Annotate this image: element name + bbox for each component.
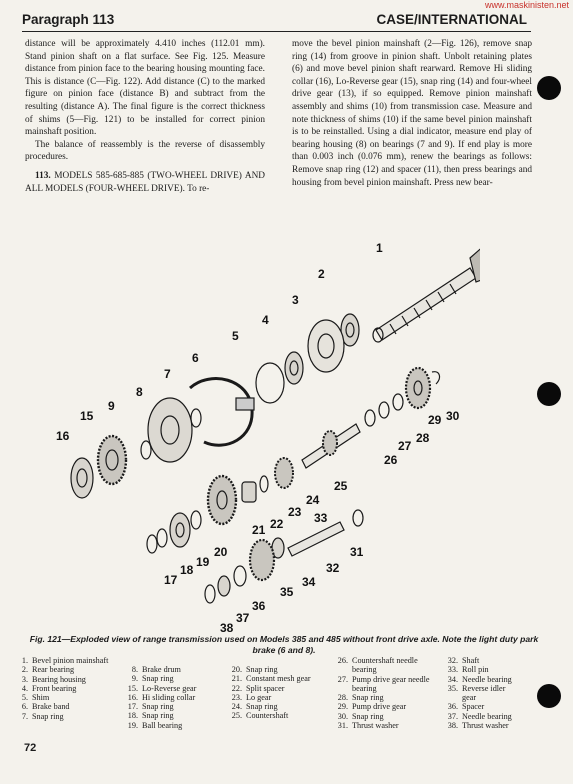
binder-hole [537, 684, 561, 708]
callout-label: 9 [108, 399, 115, 413]
callout-label: 29 [428, 413, 442, 427]
paragraph-header: Paragraph 113 [22, 12, 115, 27]
paragraph [25, 170, 265, 195]
callout-label: 33 [314, 511, 328, 525]
binder-hole [537, 76, 561, 100]
paragraph: move the bevel pinion mainshaft (2—Fig. 126), remove snap ring (14) from groove in pinion shaft. Unbolt retaining plates (6) and move bevel pinion shaft rearward. Remove Hi sliding collar (16), Lo-Reverse gear (15), snap ring (14) and four-wheel drive gear (13), if so equipped. Remove pinion mainshaft assembly and shims (10) from transmission case. Measure and note thickness of shims (10) if the same bevel pinion mainshaft is to be reinstalled. Using a dial indicator, measure end play of bearing housing (8) on bearings (7 and 9). If end play is more than 0.003 inch (0.076 mm), renew the bearings as follows: Remove snap ring (12) and spacer (11), then press bearings and housing from bevel pinion mainshaft. Press new bear- [292, 39, 532, 188]
legend-item: 24. Snap ring [231, 702, 278, 712]
callout-label: 32 [326, 561, 340, 575]
legend-item: 21. Constant mesh gear [231, 674, 311, 684]
legend-item: 29. Pump drive gear [337, 702, 407, 712]
parts-legend-column [14, 656, 112, 721]
callout-label: 28 [416, 431, 430, 445]
front-bearing [285, 352, 303, 384]
bevel-pinion-mainshaft [373, 244, 480, 342]
callout-label: 17 [164, 573, 178, 587]
needle-bearing [218, 576, 230, 596]
legend-item: 8. Brake drum [131, 665, 181, 674]
callout-label: 35 [280, 585, 294, 599]
legend-item: 3. Bearing housing [21, 674, 86, 684]
legend-item: 31. Thrust washer [337, 721, 399, 731]
header-rule [22, 31, 531, 32]
diagram-parts [71, 244, 480, 603]
callout-label: 24 [306, 493, 320, 507]
parts-legend-column [444, 656, 532, 730]
snap-ring [432, 372, 439, 384]
callout-label: 4 [262, 313, 269, 327]
callout-label: 7 [164, 367, 171, 381]
callout-label: 26 [384, 453, 398, 467]
callout-label: 38 [220, 621, 234, 634]
bearing-housing [308, 320, 344, 372]
snap-ring [191, 511, 201, 529]
left-text-column [25, 38, 265, 195]
parts-legend-column [228, 665, 326, 721]
thrust-washer [205, 585, 215, 603]
snap-ring [147, 535, 157, 553]
lo-gear [275, 458, 293, 488]
legend-item: 30. Snap ring [337, 711, 384, 721]
watermark: www.maskinisten.net [484, 0, 569, 10]
legend-item: 2. Rear bearing [21, 665, 75, 675]
callout-label: 30 [446, 409, 460, 423]
thrust-washer [353, 510, 363, 526]
section-number: 113. [35, 170, 51, 181]
legend-item: 28. Snap ring [337, 693, 384, 703]
legend-item: 7. Snap ring [21, 711, 64, 721]
callout-label: 31 [350, 545, 364, 559]
binder-hole [537, 382, 561, 406]
callout-label: 25 [334, 479, 348, 493]
legend-item: 23. Lo gear [231, 692, 272, 702]
legend-item: 16. Hi sliding collar [127, 692, 196, 702]
callout-label: 2 [318, 267, 325, 281]
legend-item: 6. Brake band [21, 702, 70, 712]
legend-item: 26. Countershaft needle bearing [337, 656, 418, 675]
parts-legend-column [334, 656, 432, 730]
callout-label: 22 [270, 517, 284, 531]
callout-label: 1 [376, 241, 383, 255]
callout-label: 23 [288, 505, 302, 519]
legend-item: 9. Snap ring [131, 674, 174, 684]
right-text-column [292, 38, 532, 189]
callout-label: 3 [292, 293, 299, 307]
hi-sliding-collar [71, 458, 93, 498]
legend-item: 17. Snap ring [127, 702, 174, 712]
callout-label: 36 [252, 599, 266, 613]
brake-drum [148, 398, 192, 462]
paragraph: The balance of reassembly is the reverse of disassembly procedures. [25, 139, 265, 163]
legend-item: 37. Needle bearing [447, 711, 512, 721]
section-text: MODELS 585-685-885 (TWO-WHEEL DRIVE) AND ALL MODELS (FOUR-WHEEL DRIVE). To re- [25, 170, 265, 194]
manufacturer-header: CASE/INTERNATIONAL [376, 12, 527, 27]
callout-label: 16 [56, 429, 70, 443]
split-spacer [242, 482, 256, 502]
snap-ring [191, 409, 201, 427]
callout-label: 18 [180, 563, 194, 577]
legend-item: 15. Lo-Reverse gear [127, 683, 197, 693]
legend-item: 4. Front bearing [21, 683, 77, 693]
legend-item: 1. Bevel pinion mainshaft [21, 656, 109, 665]
paragraph: distance will be approximately 4.410 inches (112.01 mm). Stand pinion shaft on a flat surface. See Fig. 125. Measure distance from pinion face to the bearing housing mounting face. This is distance (C—Fig. 122). Add distance (C) to the marked figure on pinion face (distance B) and subtract from the resulting (distance A). The final figure is the correct thickness of shims (5—Fig. 121) to be installed for correct pinion mainshaft position. [25, 39, 265, 138]
pump-drive-gear [406, 368, 430, 408]
constant-mesh-gear [208, 476, 236, 524]
legend-item: 27. Pump drive gear needle bearing [337, 674, 430, 693]
callout-label: 8 [136, 385, 143, 399]
legend-item: 32. Shaft [447, 656, 480, 665]
legend-item: 36. Spacer [447, 702, 485, 712]
shaft [288, 522, 344, 556]
legend-item: 5. Shim [21, 693, 50, 703]
callout-label: 20 [214, 545, 228, 559]
snap-ring [141, 441, 151, 459]
callout-label: 6 [192, 351, 199, 365]
shim [256, 363, 284, 403]
callout-label: 15 [80, 409, 94, 423]
figure-caption: Fig. 121—Exploded view of range transmission used on Models 385 and 485 without front drive axle. Note the light duty park brake (6 and 8). [29, 634, 539, 655]
lo-reverse-gear [98, 436, 126, 484]
callout-label: 19 [196, 555, 210, 569]
snap-ring [260, 476, 268, 492]
reverse-idler-gear [250, 540, 274, 580]
legend-item: 25. Countershaft [231, 711, 289, 721]
callout-label: 21 [252, 523, 266, 537]
exploded-view-diagram [40, 238, 480, 634]
spacer [234, 566, 246, 586]
legend-item: 22. Split spacer [231, 683, 285, 693]
legend-item: 20. Snap ring [231, 665, 278, 674]
snap-ring [157, 529, 167, 547]
legend-item: 19. Ball bearing [127, 720, 183, 730]
callout-label: 5 [232, 329, 239, 343]
legend-item: 35. Reverse idler gear [447, 683, 506, 703]
legend-item: 38. Thrust washer [447, 721, 509, 731]
callout-label: 34 [302, 575, 316, 589]
legend-item: 18. Snap ring [127, 711, 174, 721]
page-number: 72 [24, 742, 37, 754]
callout-label: 37 [236, 611, 250, 625]
callout-label: 27 [398, 439, 412, 453]
ball-bearing [170, 513, 190, 547]
legend-item: 34. Needle bearing [447, 674, 512, 684]
parts-legend-column [124, 665, 222, 730]
legend-item: 33. Roll pin [447, 665, 489, 675]
countershaft-needle-bearing [365, 410, 375, 426]
